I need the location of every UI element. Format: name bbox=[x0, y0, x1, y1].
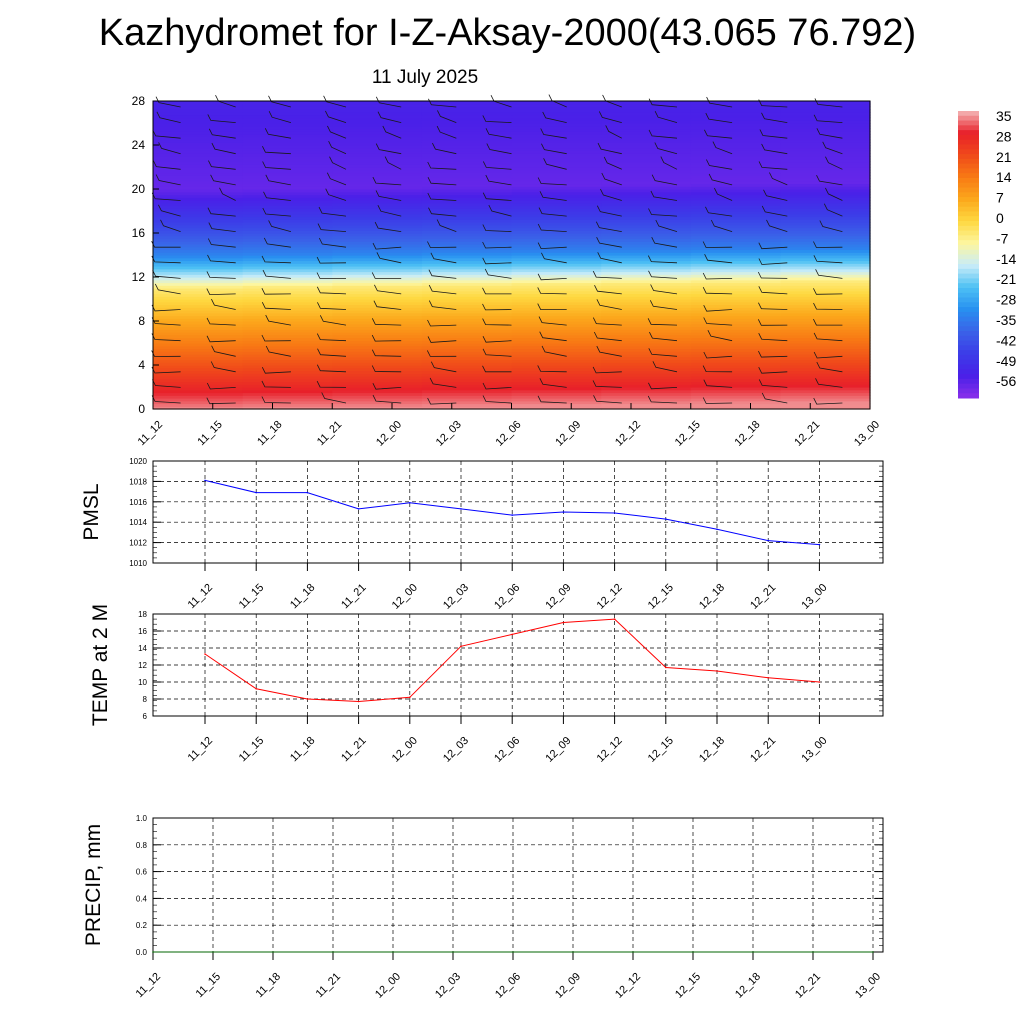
data-point bbox=[767, 540, 769, 542]
colorbar-segment bbox=[958, 379, 979, 384]
colorbar-segment bbox=[958, 111, 979, 116]
colorbar-segment bbox=[958, 240, 979, 245]
data-point bbox=[392, 951, 394, 953]
data-point bbox=[752, 951, 754, 953]
x-tick-label: 12_03 bbox=[433, 970, 464, 1001]
colorbar-segment bbox=[958, 345, 979, 350]
colorbar-label: 7 bbox=[996, 189, 1004, 206]
colorbar-segment bbox=[958, 317, 979, 322]
colorbar-label: 28 bbox=[996, 128, 1012, 145]
heatmap-y-tick-label: 24 bbox=[131, 138, 145, 152]
x-tick-label: 11_15 bbox=[193, 970, 224, 1001]
colorbar-segment bbox=[958, 173, 979, 178]
x-tick-label: 12_15 bbox=[645, 734, 676, 765]
colorbar-segment bbox=[958, 231, 979, 236]
pmsl-panel bbox=[80, 457, 883, 612]
colorbar-segment bbox=[958, 331, 979, 336]
x-tick-label: 12_00 bbox=[373, 970, 404, 1001]
colorbar-segment bbox=[958, 298, 979, 303]
colorbar-segment bbox=[958, 207, 979, 212]
data-point bbox=[665, 518, 667, 520]
colorbar bbox=[958, 108, 1016, 399]
data-point bbox=[812, 951, 814, 953]
x-tick-label: 11_21 bbox=[339, 581, 369, 612]
colorbar-label: 14 bbox=[996, 169, 1012, 186]
colorbar-label: 0 bbox=[996, 210, 1004, 226]
data-point bbox=[332, 951, 334, 953]
colorbar-segment bbox=[958, 288, 979, 293]
colorbar-segment bbox=[958, 226, 979, 231]
chart-title: Kazhydromet for I-Z-Aksay-2000(43.065 76.792) bbox=[98, 12, 917, 54]
colorbar-label: -7 bbox=[996, 230, 1009, 247]
heatmap-x-tick-label: 12_03 bbox=[433, 418, 464, 449]
colorbar-segment bbox=[958, 336, 979, 341]
colorbar-segment bbox=[958, 393, 979, 398]
data-point bbox=[614, 512, 616, 514]
colorbar-segment bbox=[958, 293, 979, 298]
data-point bbox=[563, 511, 565, 513]
data-point bbox=[307, 698, 309, 700]
data-point bbox=[460, 508, 462, 510]
x-tick-label: 11_18 bbox=[287, 734, 318, 765]
heatmap-x-tick-label: 11_12 bbox=[135, 418, 166, 449]
heatmap-x-tick-label: 12_06 bbox=[493, 418, 524, 449]
colorbar-segment bbox=[958, 216, 979, 221]
heatmap-y-tick-label: 8 bbox=[138, 314, 145, 328]
heatmap-x-tick-label: 11_21 bbox=[314, 418, 345, 449]
y-tick-label: 12 bbox=[138, 661, 147, 670]
colorbar-segment bbox=[958, 154, 979, 159]
colorbar-label: -14 bbox=[996, 250, 1017, 267]
colorbar-segment bbox=[958, 211, 979, 216]
data-point bbox=[632, 951, 634, 953]
y-tick-label: 0.4 bbox=[135, 894, 147, 904]
colorbar-segment bbox=[958, 135, 979, 140]
x-tick-label: 12_15 bbox=[673, 970, 704, 1001]
colorbar-segment bbox=[958, 278, 979, 283]
x-tick-label: 11_18 bbox=[287, 581, 318, 612]
data-point bbox=[255, 688, 257, 690]
colorbar-segment bbox=[958, 149, 979, 154]
data-point bbox=[152, 951, 154, 953]
heatmap-y-tick-label: 12 bbox=[131, 270, 145, 284]
colorbar-label: -21 bbox=[996, 271, 1017, 288]
heatmap-x-tick-label: 11_18 bbox=[255, 418, 285, 449]
colorbar-segment bbox=[958, 192, 979, 197]
heatmap-y-tick-label: 4 bbox=[138, 358, 145, 372]
x-tick-label: 13_00 bbox=[853, 970, 884, 1001]
colorbar-segment bbox=[958, 384, 979, 389]
data-point bbox=[212, 951, 214, 953]
colorbar-label: -56 bbox=[996, 373, 1017, 390]
colorbar-segment bbox=[958, 159, 979, 164]
y-tick-label: 0.8 bbox=[135, 840, 147, 850]
data-point bbox=[255, 492, 257, 494]
colorbar-segment bbox=[958, 388, 979, 393]
y-tick-label: 0.6 bbox=[135, 867, 147, 877]
colorbar-segment bbox=[958, 369, 979, 374]
heatmap-y-tick-label: 28 bbox=[131, 94, 145, 108]
x-tick-label: 12_09 bbox=[543, 734, 574, 765]
heatmap-x-tick-label: 12_12 bbox=[613, 418, 644, 449]
heatmap-x-tick-label: 11_15 bbox=[195, 418, 225, 449]
axis-label-y: PRECIP, mm bbox=[82, 823, 105, 947]
data-point bbox=[452, 951, 454, 953]
y-tick-label: 0.0 bbox=[135, 948, 147, 957]
data-point bbox=[409, 502, 411, 504]
data-point bbox=[409, 697, 411, 699]
colorbar-segment bbox=[958, 302, 979, 307]
y-tick-label: 1010 bbox=[129, 559, 147, 568]
colorbar-segment bbox=[958, 374, 979, 379]
data-point bbox=[511, 634, 513, 636]
colorbar-segment bbox=[958, 259, 979, 264]
heatmap-cell bbox=[691, 101, 781, 104]
data-point bbox=[872, 951, 874, 953]
y-tick-label: 10 bbox=[138, 678, 147, 687]
x-tick-label: 12_06 bbox=[492, 734, 523, 765]
data-point bbox=[460, 646, 462, 648]
colorbar-segment bbox=[958, 283, 979, 288]
x-tick-label: 12_12 bbox=[613, 970, 644, 1001]
precip-panel bbox=[82, 814, 883, 1001]
colorbar-segment bbox=[958, 321, 979, 326]
colorbar-segment bbox=[958, 312, 979, 317]
y-tick-label: 0.2 bbox=[135, 921, 147, 931]
colorbar-segment bbox=[958, 350, 979, 355]
x-tick-label: 12_18 bbox=[697, 581, 728, 612]
data-point bbox=[692, 951, 694, 953]
colorbar-segment bbox=[958, 197, 979, 202]
x-tick-label: 11_15 bbox=[236, 734, 267, 765]
data-point bbox=[358, 701, 360, 703]
x-tick-label: 11_18 bbox=[253, 970, 284, 1001]
x-tick-label: 11_21 bbox=[313, 970, 344, 1001]
x-tick-label: 12_03 bbox=[441, 581, 472, 612]
chart-subtitle: 11 July 2025 bbox=[371, 67, 479, 88]
heatmap-x-tick-label: 12_18 bbox=[732, 418, 763, 449]
y-tick-label: 1014 bbox=[129, 518, 147, 528]
colorbar-segment bbox=[958, 164, 979, 169]
colorbar-segment bbox=[958, 202, 979, 207]
colorbar-segment bbox=[958, 250, 979, 255]
colorbar-segment bbox=[958, 125, 979, 130]
x-tick-label: 12_15 bbox=[645, 581, 676, 612]
data-point bbox=[819, 681, 821, 683]
axis-label-y: PMSL bbox=[80, 483, 103, 541]
data-point bbox=[614, 618, 616, 620]
colorbar-segment bbox=[958, 183, 979, 188]
heatmap-x-tick-label: 12_09 bbox=[553, 418, 584, 449]
data-point bbox=[204, 653, 206, 655]
colorbar-label: -49 bbox=[996, 352, 1017, 369]
panel-frame bbox=[153, 461, 883, 563]
x-tick-label: 12_21 bbox=[793, 970, 824, 1001]
heatmap-cell bbox=[332, 101, 422, 104]
colorbar-segment bbox=[958, 178, 979, 183]
colorbar-segment bbox=[958, 235, 979, 240]
colorbar-segment bbox=[958, 341, 979, 346]
y-tick-label: 8 bbox=[142, 695, 147, 704]
colorbar-label: -28 bbox=[996, 291, 1017, 308]
x-tick-label: 11_12 bbox=[185, 581, 216, 612]
y-tick-label: 1.0 bbox=[135, 814, 147, 823]
x-tick-label: 13_00 bbox=[799, 581, 830, 612]
colorbar-segment bbox=[958, 269, 979, 274]
colorbar-segment bbox=[958, 116, 979, 121]
heatmap-x-tick-label: 12_21 bbox=[792, 418, 823, 449]
data-point bbox=[716, 529, 718, 531]
x-tick-label: 11_15 bbox=[236, 581, 267, 612]
x-tick-label: 12_00 bbox=[389, 581, 420, 612]
heatmap-x-tick-label: 12_15 bbox=[672, 418, 703, 449]
heatmap-y-tick-label: 16 bbox=[131, 226, 145, 240]
x-tick-label: 13_00 bbox=[799, 734, 830, 765]
y-tick-label: 18 bbox=[138, 610, 147, 619]
colorbar-segment bbox=[958, 264, 979, 269]
colorbar-segment bbox=[958, 130, 979, 135]
colorbar-segment bbox=[958, 121, 979, 126]
colorbar-segment bbox=[958, 355, 979, 360]
colorbar-segment bbox=[958, 307, 979, 312]
temp2m-panel bbox=[89, 604, 883, 765]
colorbar-segment bbox=[958, 365, 979, 370]
heatmap-x-tick-label: 12_00 bbox=[374, 418, 405, 449]
colorbar-label: -35 bbox=[996, 312, 1017, 328]
heatmap-x-tick-label: 13_00 bbox=[852, 418, 883, 449]
colorbar-label: -42 bbox=[996, 332, 1017, 349]
x-tick-label: 11_21 bbox=[339, 734, 369, 765]
colorbar-segment bbox=[958, 188, 979, 193]
x-tick-label: 12_00 bbox=[389, 734, 420, 765]
y-tick-label: 1020 bbox=[129, 457, 147, 466]
data-point bbox=[511, 514, 513, 516]
y-tick-label: 6 bbox=[142, 712, 147, 721]
colorbar-segment bbox=[958, 245, 979, 250]
colorbar-segment bbox=[958, 140, 979, 145]
panel-frame bbox=[153, 818, 883, 952]
data-point bbox=[767, 677, 769, 679]
data-point bbox=[272, 951, 274, 953]
x-tick-label: 12_03 bbox=[441, 734, 472, 765]
y-tick-label: 1018 bbox=[129, 477, 147, 487]
data-point bbox=[665, 667, 667, 669]
data-point bbox=[307, 492, 309, 494]
heatmap-panel bbox=[132, 94, 882, 449]
x-tick-label: 12_12 bbox=[594, 581, 625, 612]
data-point bbox=[572, 951, 574, 953]
y-tick-label: 1016 bbox=[129, 497, 147, 507]
y-tick-label: 14 bbox=[138, 644, 147, 653]
colorbar-segment bbox=[958, 326, 979, 331]
x-tick-label: 12_06 bbox=[492, 581, 523, 612]
data-point bbox=[512, 951, 514, 953]
colorbar-segment bbox=[958, 168, 979, 173]
y-tick-label: 1012 bbox=[129, 538, 147, 548]
data-point bbox=[819, 544, 821, 546]
colorbar-segment bbox=[958, 144, 979, 149]
colorbar-label: 21 bbox=[996, 148, 1012, 165]
colorbar-segment bbox=[958, 360, 979, 365]
heatmap-y-tick-label: 20 bbox=[131, 182, 145, 196]
x-tick-label: 11_12 bbox=[133, 970, 164, 1001]
colorbar-segment bbox=[958, 274, 979, 279]
y-tick-label: 16 bbox=[138, 627, 147, 636]
heatmap-y-tick-label: 0 bbox=[138, 402, 145, 416]
x-tick-label: 12_21 bbox=[748, 581, 779, 612]
colorbar-segment bbox=[958, 255, 979, 260]
colorbar-label: 35 bbox=[996, 108, 1012, 124]
heatmap-cell bbox=[780, 101, 870, 104]
x-tick-label: 11_12 bbox=[185, 734, 216, 765]
heatmap-cell bbox=[601, 101, 691, 104]
x-tick-label: 12_09 bbox=[543, 581, 574, 612]
x-tick-label: 12_06 bbox=[493, 970, 524, 1001]
data-point bbox=[358, 508, 360, 510]
x-tick-label: 12_18 bbox=[733, 970, 764, 1001]
x-tick-label: 12_09 bbox=[553, 970, 584, 1001]
x-tick-label: 12_18 bbox=[697, 734, 728, 765]
data-point bbox=[716, 670, 718, 672]
x-tick-label: 12_21 bbox=[748, 734, 779, 765]
data-point bbox=[563, 622, 565, 624]
data-point bbox=[204, 480, 206, 482]
axis-label-y: TEMP at 2 M bbox=[89, 603, 112, 727]
colorbar-segment bbox=[958, 221, 979, 226]
heatmap-cell bbox=[243, 101, 333, 104]
x-tick-label: 12_12 bbox=[594, 734, 625, 765]
